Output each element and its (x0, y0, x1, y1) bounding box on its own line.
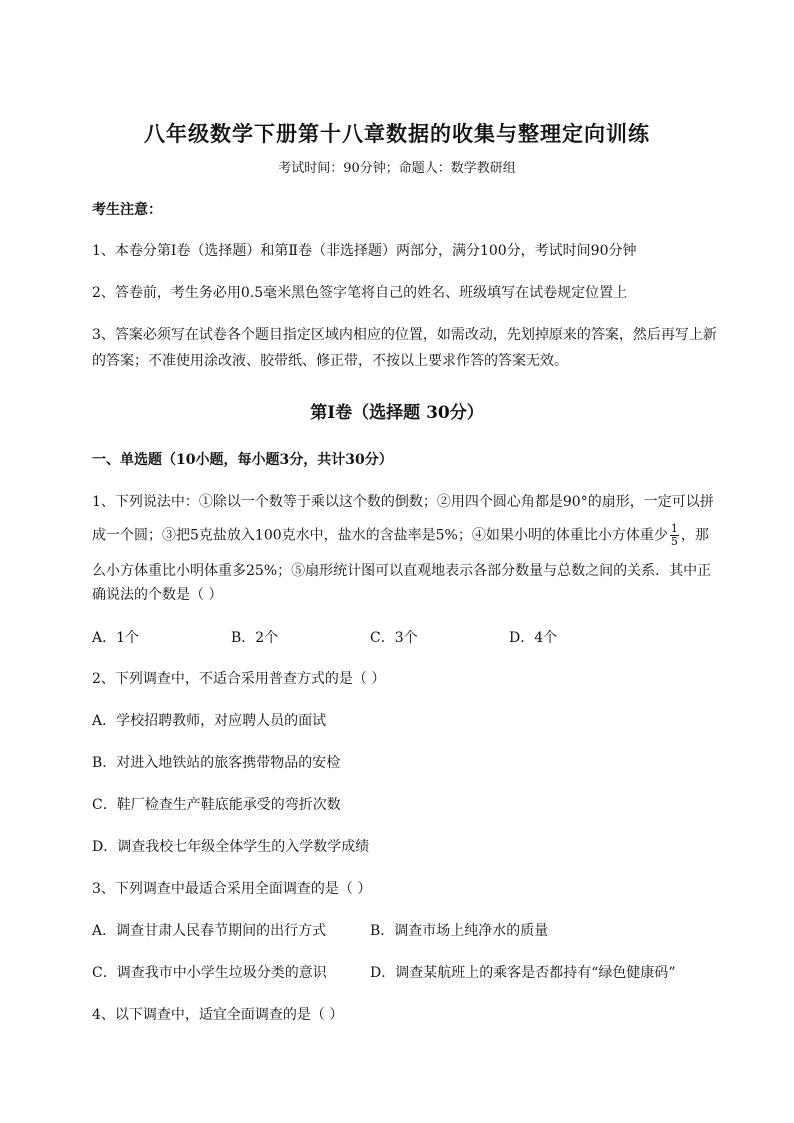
q1-option-a[interactable]: A．1个 (92, 630, 140, 646)
q2-option-c[interactable]: C．鞋厂检查生产鞋底能承受的弯折次数 (92, 797, 341, 813)
fraction-numerator: 1 (670, 522, 678, 535)
notice-item-3-cont: 的答案；不准使用涂改液、胶带纸、修正带，不按以上要求作答的答案无效。 (92, 353, 568, 369)
q2-option-b[interactable]: B．对进入地铁站的旅客携带物品的安检 (92, 755, 341, 771)
q2-option-d[interactable]: D．调查我校七年级全体学生的入学数学成绩 (92, 839, 370, 855)
q1-line-4: 确说法的个数是（ ） (92, 587, 223, 603)
q2-stem: 2、下列调查中，不适合采用普查方式的是（ ） (92, 671, 386, 687)
q3-option-c[interactable]: C．调查我市中小学生垃圾分类的意识 (92, 965, 327, 981)
notice-item-2: 2、答卷前，考生务必用0.5毫米黑色签字笔将自己的姓名、班级填写在试卷规定位置上 (92, 285, 628, 301)
section-title: 第I卷（选择题 30分） (310, 403, 484, 423)
exam-info: 考试时间：90分钟；命题人：数学教研组 (278, 161, 516, 176)
q1-line-2-end: ，那 (680, 527, 709, 544)
q1-line-2 (92, 523, 709, 548)
notice-item-3: 3、答案必须写在试卷各个题目指定区域内相应的位置，如需改动，先划掉原来的答案，然后再写上新 (92, 327, 717, 343)
page-title: 八年级数学下册第十八章数据的收集与整理定向训练 (144, 121, 650, 146)
q3-option-b[interactable]: B．调查市场上纯净水的质量 (370, 923, 549, 939)
q2-option-a[interactable]: A．学校招聘教师，对应聘人员的面试 (92, 713, 327, 729)
fraction-denominator: 5 (670, 535, 678, 548)
q1-option-c[interactable]: C．3个 (370, 630, 418, 646)
q4-stem: 4、以下调查中，适宜全面调查的是（ ） (92, 1007, 344, 1023)
q1-line-3: 么小方体重比小明体重多25%；⑤扇形统计图可以直观地表示各部分数量与总数之间的关系．其中正 (92, 563, 712, 579)
notice-item-1: 1、本卷分第I卷（选择题）和第Ⅱ卷（非选择题）两部分，满分100分，考试时间90分钟 (92, 243, 637, 259)
q1-option-b[interactable]: B．2个 (231, 630, 279, 646)
q1-line-2-text: 成一个圆；③把5克盐放入100克水中，盐水的含盐率是5%；④如果小明的体重比小方体重少 (92, 527, 668, 544)
q3-option-d[interactable]: D．调查某航班上的乘客是否都持有“绿色健康码” (370, 965, 676, 981)
notice-heading: 考生注意： (92, 202, 162, 218)
q3-option-a[interactable]: A．调查甘肃人民春节期间的出行方式 (92, 923, 327, 939)
fraction-one-fifth (670, 523, 679, 548)
q1-line-1: 1、下列说法中：①除以一个数等于乘以这个数的倒数；②用四个圆心角都是90°的扇形，一定可以拼 (92, 494, 714, 510)
q3-stem: 3、下列调查中最适合采用全面调查的是（ ） (92, 881, 372, 897)
part-heading: 一、单选题（10小题，每小题3分，共计30分） (92, 452, 393, 468)
q1-option-d[interactable]: D．4个 (509, 630, 558, 646)
